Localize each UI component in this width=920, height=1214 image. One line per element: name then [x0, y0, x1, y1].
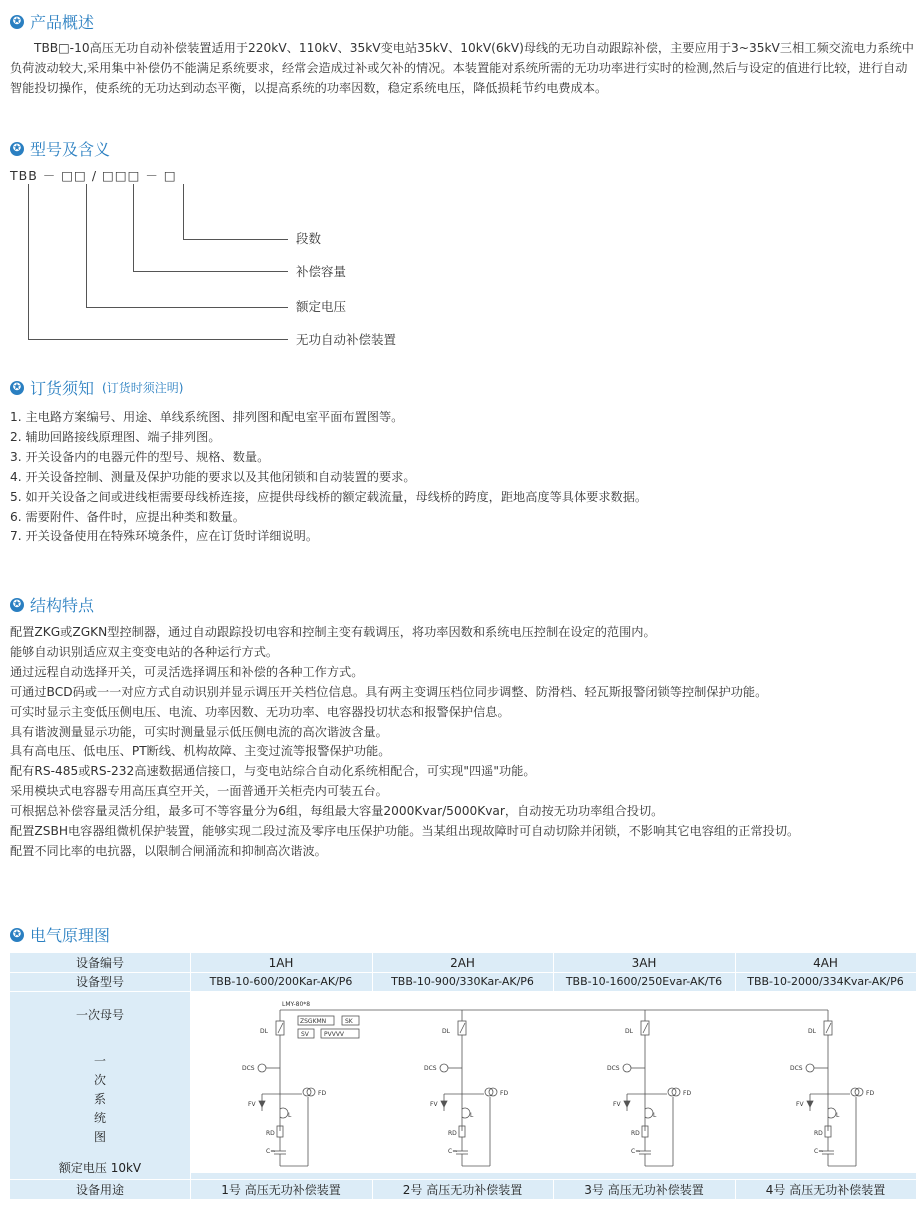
dcs-label: DCS — [607, 1065, 620, 1072]
list-item: 5. 如开关设备之间或进线柜需要母线桥连接，应提供母线桥的额定载流量，母线桥的跨度，距地高度等具体要求数据。 — [10, 489, 648, 504]
col-type-2: TBB-10-900/330Kar-AK/P6 — [391, 975, 534, 988]
list-item: 6. 需要附件、备件时，应提出种类和数量。 — [10, 509, 245, 524]
dl-label: DL — [260, 1028, 268, 1035]
ctrl-label: SK — [345, 1018, 353, 1025]
col-type-1: TBB-10-600/200Kar-AK/P6 — [209, 975, 353, 988]
section-title-diagram: ✪ 电气原理图 — [10, 923, 110, 946]
row-label-id: 设备编号 — [75, 956, 124, 970]
order-subtitle: (订货时须注明) — [102, 381, 184, 395]
list-item: 可根据总补偿容量灵活分组，最多可不等容量分为6组，每组最大容量2000Kvar/5000Kvar，自动按无功功率组合投切。 — [10, 804, 664, 819]
dcs-symbol — [258, 1064, 266, 1072]
l-label: L — [653, 1112, 657, 1119]
section-title-overview: ✪ 产品概述 — [10, 10, 94, 33]
reactor-symbol — [828, 1108, 836, 1118]
row-label-bus: 一次母号 — [75, 1008, 124, 1022]
list-item: 采用模块式电容器专用高压真空开关，一面普通开关柜壳内可装五台。 — [10, 784, 388, 799]
list-item: 配置ZKG或ZGKN型控制器，通过自动跟踪投切电容和控制主变有载调压，将功率因数和系统电压控制在设定的范围内。 — [10, 625, 656, 639]
ctrl-label: SV — [301, 1031, 309, 1038]
bus-label: LMY-80*8 — [282, 1001, 311, 1008]
fd-label: FD — [318, 1090, 327, 1097]
col-id-3: 3AH — [631, 955, 657, 970]
single-line-diagram — [190, 991, 916, 1173]
list-item: 具有谐波测量显示功能，可实时测量显示低压侧电流的高次谐波含量。 — [10, 724, 388, 739]
star-icon: ✪ — [10, 598, 24, 612]
col-type-3: TBB-10-1600/250Evar-AK/T6 — [565, 975, 723, 988]
l-label: L — [836, 1112, 840, 1119]
list-item: 7. 开关设备使用在特殊环境条件，应在订货时详细说明。 — [10, 529, 319, 544]
list-item: 可通过BCD码或一一对应方式自动识别并显示调压开关档位信息。具有两主变调压档位同步调整、防滑档、轻瓦斯报警闭锁等控制保护功能。 — [10, 684, 768, 699]
rd-label: RD — [448, 1130, 457, 1137]
dcs-symbol — [806, 1064, 814, 1072]
list-item: 配置不同比率的电抗器，以限制合闸涌流和抑制高次谐波。 — [10, 843, 327, 858]
col-id-2: 2AH — [450, 955, 475, 970]
c-label: C= — [266, 1148, 276, 1155]
star-icon: ✪ — [10, 928, 24, 942]
dcs-label: DCS — [242, 1065, 255, 1072]
list-item: 3. 开关设备内的电器元件的型号、规格、数量。 — [10, 449, 270, 464]
order-list — [10, 408, 915, 547]
list-item: 可实时显示主变低压侧电压、电流、功率因数、无功功率、电容器投切状态和报警保护信息。 — [10, 704, 510, 719]
dcs-label: DCS — [424, 1065, 437, 1072]
model-label-capacity: 补偿容量 — [296, 264, 347, 279]
rd-label: RD — [266, 1130, 275, 1137]
section-title-features: ✪ 结构特点 — [10, 593, 94, 616]
diagram-table — [10, 953, 916, 1199]
rd-label: RD — [631, 1130, 640, 1137]
list-item: 4. 开关设备控制、测量及保护功能的要求以及其他闭锁和自动装置的要求。 — [10, 469, 416, 484]
col-usage-4: 4号 高压无功补偿装置 — [765, 1183, 886, 1197]
star-icon: ✪ — [10, 15, 24, 29]
model-label-voltage: 额定电压 — [296, 299, 347, 314]
overview-text: TBB□-10高压无功自动补偿装置适用于220kV、110kV、35kV变电站35kV、10kV(6kV)母线的无功自动跟踪补偿，主要应用于3~35kV三相工频交流电力系统中负荷波动较大,采用集中补偿仍不能满足系统要求，经常会造成过补或欠补的情况。本装置能对系统所需的无功功率进行实时的检测,然后与设定的值进行比较，进行自动智能投切操作，使系统的无功达到动态平衡，以提高系统的功率因数，稳定系统电压，降低损耗节约电费成本。 — [10, 41, 914, 95]
c-label: C= — [448, 1148, 458, 1155]
l-label: L — [288, 1112, 292, 1119]
star-icon: ✪ — [10, 142, 24, 156]
star-icon: ✪ — [10, 381, 24, 395]
row-label-system-text: 一 次 系 统 图 — [93, 1053, 106, 1144]
model-label-segments: 段数 — [296, 231, 322, 246]
reactor-symbol — [645, 1108, 653, 1118]
c-label: C= — [814, 1148, 824, 1155]
row-label-type: 设备型号 — [75, 975, 124, 989]
fd-label: FD — [500, 1090, 509, 1097]
model-code: TBB － □□ / □□□ － □ — [10, 168, 177, 183]
col-type-4: TBB-10-2000/334Kvar-AK/P6 — [747, 975, 904, 988]
reactor-symbol — [462, 1108, 470, 1118]
features-list — [10, 623, 915, 862]
list-item: 配有RS-485或RS-232高速数据通信接口，与变电站综合自动化系统相配合，可实现"四遥"功能。 — [10, 764, 536, 779]
fd-label: FD — [683, 1090, 692, 1097]
col-usage-3: 3号 高压无功补偿装置 — [584, 1183, 704, 1197]
reactor-symbol — [280, 1108, 288, 1118]
fv-label: FV — [796, 1101, 804, 1108]
fv-label: FV — [430, 1101, 438, 1108]
col-usage-2: 2号 高压无功补偿装置 — [402, 1183, 523, 1197]
row-label-usage: 设备用途 — [75, 1183, 124, 1197]
list-item: 2. 辅助回路接线原理图、端子排列图。 — [10, 429, 221, 444]
fv-label: FV — [248, 1101, 256, 1108]
dcs-symbol — [623, 1064, 631, 1072]
col-usage-1: 1号 高压无功补偿装置 — [221, 1183, 341, 1197]
list-item: 通过远程自动选择开关，可灵活选择调压和补偿的各种工作方式。 — [10, 664, 364, 679]
list-item: 能够自动识别适应双主变变电站的各种运行方式。 — [10, 644, 279, 659]
section-title-model: ✪ 型号及含义 — [10, 137, 110, 160]
ctrl-label: ZSGKMN — [300, 1018, 327, 1025]
dcs-label: DCS — [790, 1065, 803, 1072]
dl-label: DL — [442, 1028, 450, 1035]
list-item: 配置ZSBH电容器组微机保护装置，能够实现二段过流及零序电压保护功能。当某组出现故障时可自动切除并闭锁，不影响其它电容组的正常投切。 — [10, 824, 800, 839]
col-id-4: 4AH — [813, 955, 838, 970]
fd-label: FD — [866, 1090, 875, 1097]
c-label: C= — [631, 1148, 641, 1155]
fv-label: FV — [613, 1101, 621, 1108]
dl-label: DL — [808, 1028, 816, 1035]
ctrl-label: PVVVV — [324, 1031, 345, 1038]
dl-label: DL — [625, 1028, 633, 1035]
rd-label: RD — [814, 1130, 823, 1137]
list-item: 1. 主电路方案编号、用途、单线系统图、排列图和配电室平面布置图等。 — [10, 410, 404, 424]
model-label-device: 无功自动补偿装置 — [296, 332, 397, 347]
section-title-order: ✪ 订货须知 (订货时须注明) — [10, 376, 183, 399]
l-label: L — [470, 1112, 474, 1119]
row-label-voltage: 额定电压 10kV — [58, 1161, 142, 1175]
dcs-symbol — [440, 1064, 448, 1072]
row-label-system — [10, 1049, 190, 1149]
list-item: 具有高电压、低电压、PT断线、机构故障、主变过流等报警保护功能。 — [10, 744, 391, 759]
col-id-1: 1AH — [268, 955, 294, 970]
